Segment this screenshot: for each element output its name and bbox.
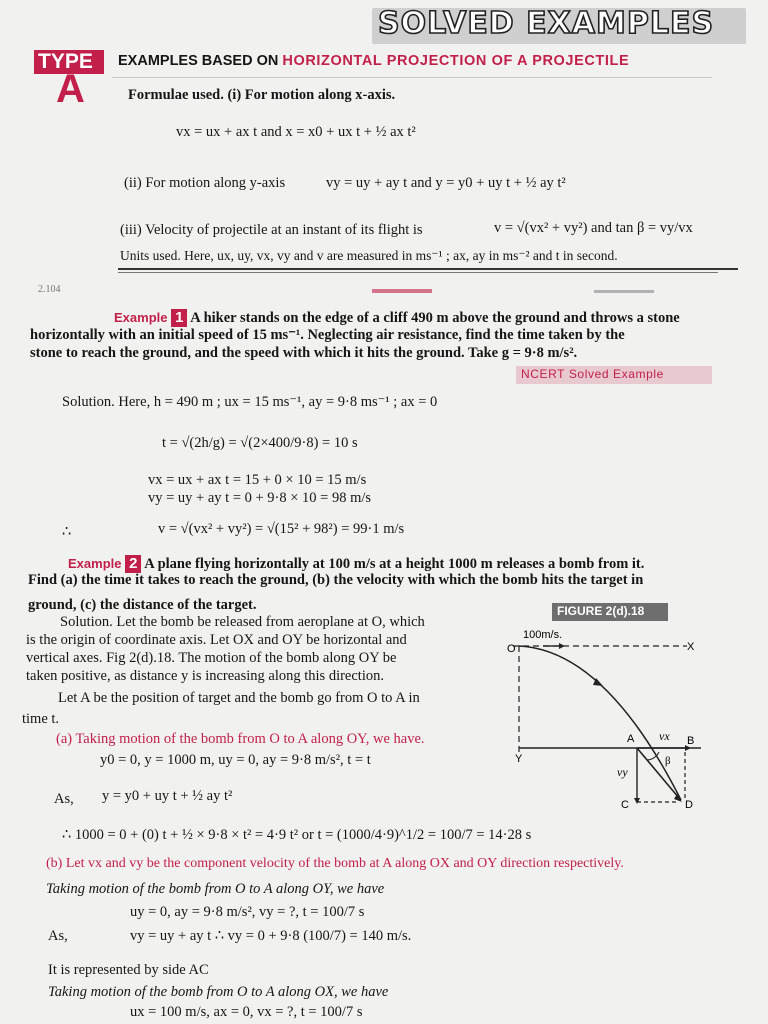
example-1-solution-vy: vy = uy + ay t = 0 + 9·8 × 10 = 98 m/s	[148, 490, 372, 506]
example-2-time-result: ∴ 1000 = 0 + (0) t + ½ × 9·8 × t² = 4·9 t² or t = (1000/4·9)^1/2 = 100/7 = 14·28 s	[62, 827, 532, 843]
label-y: Y	[515, 753, 523, 765]
formula-velocity-text: (iii) Velocity of projectile at an instant of its flight is	[120, 222, 423, 238]
example-1-solution-vx: vx = ux + ax t = 15 + 0 × 10 = 15 m/s	[148, 472, 367, 488]
example-1-question-line-1	[114, 309, 680, 327]
as-label: As,	[48, 928, 68, 944]
example-2-part-b-values: uy = 0, ay = 9·8 m/s², vy = ?, t = 100/7 s	[130, 904, 365, 920]
example-2-solution-p2-l1: Let A be the position of target and the bomb go from O to A in	[58, 690, 420, 706]
example-2-equation-y: y = y0 + uy t + ½ ay t²	[102, 788, 233, 804]
therefore-symbol: ∴	[62, 524, 72, 540]
label-a: A	[627, 733, 635, 745]
divider	[594, 290, 654, 293]
example-2-ox-values: ux = 100 m/s, ax = 0, vx = ?, t = 100/7 s	[130, 1004, 363, 1020]
formulae-intro: Formulae used. (i) For motion along x-axis.	[128, 87, 396, 103]
velocity-arrow-head-icon	[559, 643, 565, 649]
type-heading-prefix: EXAMPLES BASED ON	[118, 53, 279, 69]
example-label: Example	[68, 556, 122, 571]
example-2-solution-p2-l2: time t.	[22, 711, 60, 727]
divider	[372, 289, 432, 293]
divider	[112, 77, 712, 78]
page-title: SOLVED EXAMPLES	[378, 6, 715, 41]
example-2-question-line-1	[68, 555, 644, 573]
divider	[118, 268, 738, 270]
example-2-question-line-2: Find (a) the time it takes to reach the ground, (b) the velocity with which the bomb hits the target in	[28, 572, 644, 588]
example-2-represented: It is represented by side AC	[48, 962, 209, 978]
projectile-figure	[495, 622, 725, 814]
formula-velocity: v = √(vx² + vy²) and tan β = vy/vx	[494, 220, 693, 236]
label-o: O	[507, 643, 516, 655]
taking-ox-text: Taking motion of the bomb from O to A along OX, we have	[48, 984, 389, 1000]
example-2-solution-p1-l1: Solution. Let the bomb be released from aeroplane at O, which	[60, 614, 425, 630]
page-number: 2.104	[38, 284, 61, 295]
label-vx: vx	[659, 729, 670, 743]
example-2-vy-result: vy = uy + ay t ∴ vy = 0 + 9·8 (100/7) = 140 m/s.	[130, 928, 412, 944]
example-1-solution-speed: v = √(vx² + vy²) = √(15² + 98²) = 99·1 m/s	[158, 521, 405, 537]
label-vy: vy	[617, 765, 628, 779]
part-a-text: (a) Taking motion of the bomb from O to A along OY, we have.	[56, 731, 425, 747]
vy-arrow-head-icon	[634, 798, 640, 804]
part-b-taking-text: Taking motion of the bomb from O to A along OY, we have	[46, 881, 385, 897]
example-1-question-line-3: stone to reach the ground, and the speed with which it hits the ground. Take g = 9·8 m/s².	[30, 345, 578, 361]
formula-y-axis: vy = uy + ay t and y = y0 + uy t + ½ ay t²	[326, 175, 566, 191]
example-2-part-a-values: y0 = 0, y = 1000 m, uy = 0, ay = 9·8 m/s², t = t	[100, 752, 371, 768]
resultant-arrow	[637, 748, 679, 798]
example-2-question-line-3: ground, (c) the distance of the target.	[28, 597, 257, 613]
trajectory-path	[519, 646, 681, 800]
type-heading-highlight: HORIZONTAL PROJECTION OF A PROJECTILE	[282, 53, 630, 69]
example-label: Example	[114, 310, 168, 325]
as-label: As,	[54, 791, 74, 807]
formula-x-axis: vx = ux + ax t and x = x0 + ux t + ½ ax t²	[176, 124, 416, 140]
units-used: Units used. Here, ux, uy, vx, vy and v are measured in ms⁻¹ ; ax, ay in ms⁻² and t in second.	[120, 248, 618, 263]
figure-tag: FIGURE 2(d).18	[557, 604, 645, 618]
example-1-question-line-2: horizontally with an initial speed of 15 ms⁻¹. Neglecting air resistance, find the time taken by the	[30, 327, 625, 343]
example-2-solution-p1-l2: is the origin of coordinate axis. Let OX and OY be horizontal and	[26, 632, 407, 648]
divider	[118, 272, 718, 273]
label-b: B	[687, 735, 695, 747]
example-number: 1	[171, 309, 187, 327]
part-b-text: (b) Let vx and vy be the component velocity of the bomb at A along OX and OY direction respectively.	[46, 856, 624, 871]
example-2-solution-p1-l4: taken positive, as distance y is increasing along this direction.	[26, 668, 384, 684]
example-2-part-b	[46, 856, 624, 873]
example-2-solution-p1-l3: vertical axes. Fig 2(d).18. The motion of the bomb along OY be	[26, 650, 397, 666]
example-2-taking-ox	[48, 984, 388, 1001]
example-1-question-text: A hiker stands on the edge of a cliff 490 m above the ground and throws a stone	[190, 310, 680, 326]
type-letter: A	[56, 67, 85, 111]
example-1-solution-line-1: Solution. Here, h = 490 m ; ux = 15 ms⁻¹, ay = 9·8 ms⁻¹ ; ax = 0	[62, 394, 438, 410]
type-heading	[118, 53, 629, 69]
type-label: TYPE	[38, 50, 93, 73]
label-beta: β	[665, 755, 671, 767]
speed-label: 100m/s.	[523, 629, 563, 641]
example-number: 2	[125, 555, 141, 573]
example-2-part-a	[56, 731, 425, 748]
example-2-part-b-taking	[46, 881, 384, 898]
example-1-solution-time: t = √(2h/g) = √(2×400/9·8) = 10 s	[162, 435, 358, 451]
ncert-tag: NCERT Solved Example	[521, 367, 664, 381]
example-2-question-text: A plane flying horizontally at 100 m/s at a height 1000 m releases a bomb from it.	[144, 556, 645, 572]
label-x: X	[687, 641, 695, 653]
label-d: D	[685, 799, 693, 811]
label-c: C	[621, 799, 629, 811]
formula-y-axis-text: (ii) For motion along y-axis	[124, 175, 286, 191]
